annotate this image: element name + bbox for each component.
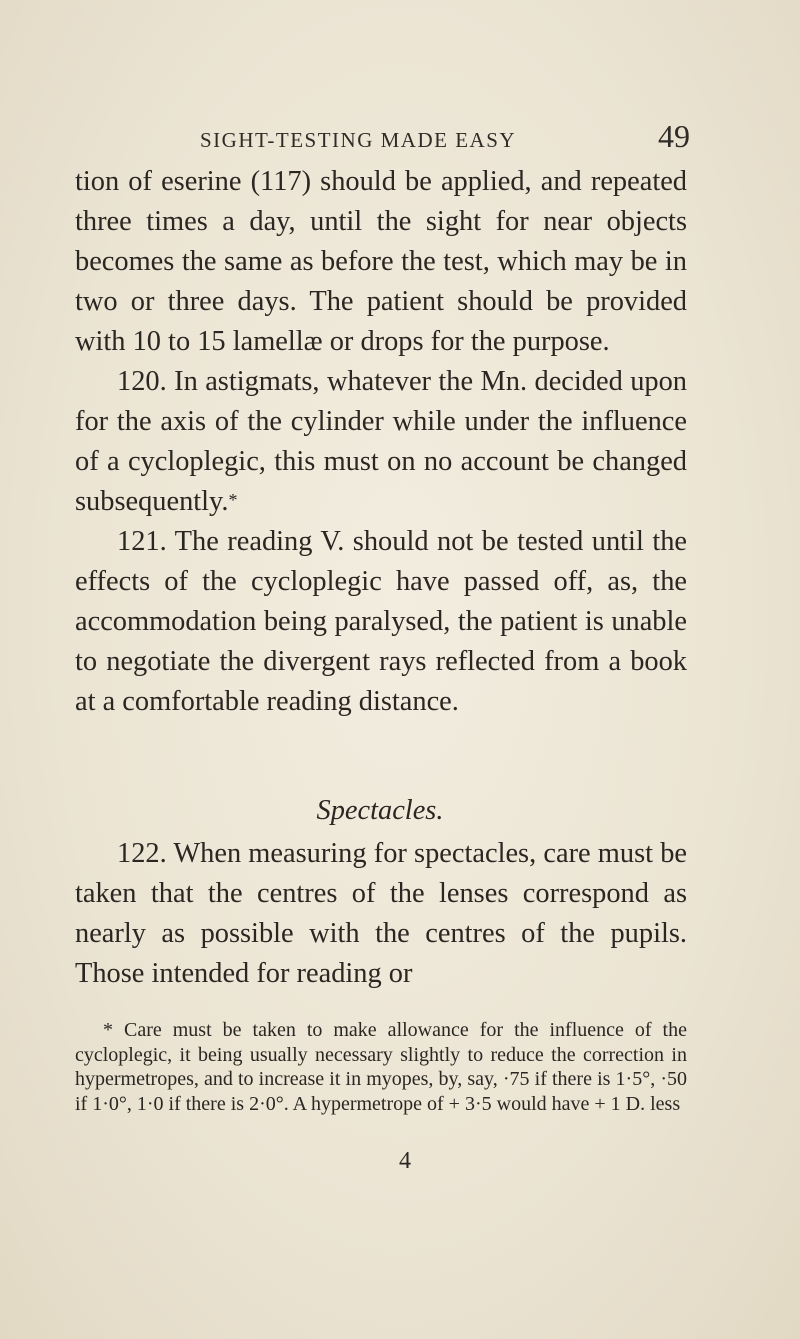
paragraph-120 (75, 362, 687, 522)
paragraph-continued: tion of eserine (117) should be applied, and repeated three times a day, until the sight for near objects becomes the same as before the test, which may be in two or three days. The patient should be provided with 10 to 15 lamellæ or drops for the purpose. (75, 166, 687, 357)
running-head (200, 118, 690, 158)
section-heading: Spectacles. (316, 795, 444, 826)
footnote-reference-mark: * (228, 490, 238, 510)
paragraph-122: 122. When measuring for spectacles, care must be taken that the centres of the lenses correspond as nearly as possible with the centres of the pupils. Those intended for reading or (75, 838, 687, 989)
body-text (75, 162, 687, 722)
running-title: SIGHT-TESTING MADE EASY (200, 128, 517, 152)
paragraph-120-text: 120. In astigmats, whatever the Mn. decided upon for the axis of the cylinder while under the influence of a cycloplegic, this must on no account be changed subsequently. (75, 366, 687, 517)
footnote: * Care must be taken to make allowance for the influence of the cycloplegic, it being usually necessary slightly to reduce the correction in hypermetropes, and to increase it in myopes, by, say, ·75 if there is 1·5°, ·50 if 1·0°, 1·0 if there is 2·0°. A hypermetrope of + 3·5 would have + 1 D. less (75, 1019, 687, 1115)
paragraph-121: 121. The reading V. should not be tested until the effects of the cycloplegic have passed off, as, the accommodation being paralysed, the patient is unable to negotiate the divergent rays reflected from a book at a comfortable reading distance. (75, 526, 687, 717)
signature-mark: 4 (399, 1148, 411, 1174)
page-number: 49 (658, 118, 690, 154)
